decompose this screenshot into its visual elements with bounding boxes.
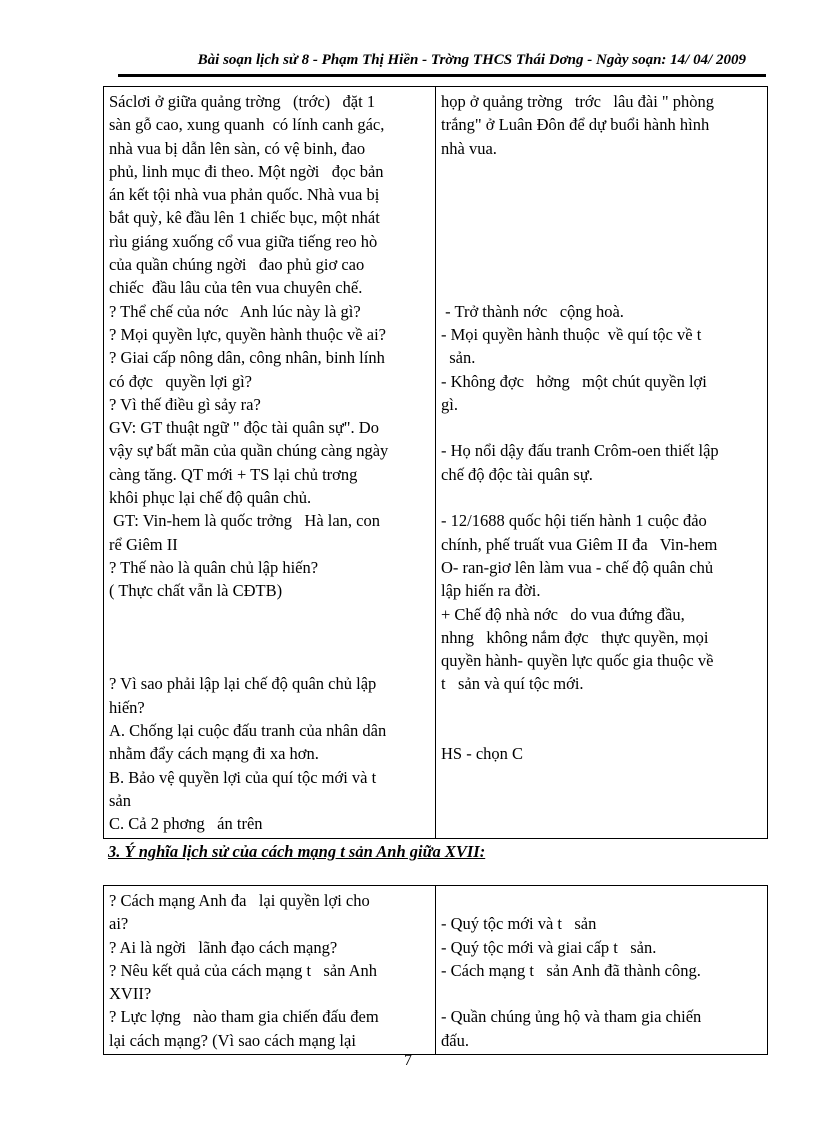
text-line: có đợc quyền lợi gì? — [109, 371, 252, 391]
lesson-table-1 — [103, 86, 768, 839]
text-line: nhằm đẩy cách mạng đi xa hơn. — [109, 744, 319, 764]
text-line: ai? — [109, 914, 129, 934]
text-line — [441, 183, 761, 206]
text-line: gì. — [441, 394, 458, 414]
text-line: ? Nêu kết quả của cách mạng t sản Anh — [109, 960, 378, 980]
text-line — [441, 719, 761, 742]
text-line: quyền hành- quyền lực quốc gia thuộc về — [441, 651, 714, 671]
text-line: Sáclơi ở giữa quảng trờng (trớc) đặt 1 — [109, 92, 376, 111]
text-line — [441, 230, 761, 253]
text-line: chế độ độc tài quân sự. — [441, 464, 593, 484]
text-line: sản. — [441, 348, 476, 368]
text-line: ? Cách mạng Anh đa lại quyền lợi cho — [109, 891, 370, 910]
text-line: đấu. — [441, 1030, 469, 1050]
text-line: nhng không nắm đợc thực quyền, mọi — [441, 627, 709, 647]
text-line — [441, 889, 761, 912]
text-line: nhà vua bị dẫn lên sàn, có vệ binh, đao — [109, 138, 366, 158]
text-line: ? Vì thế điều gì sảy ra? — [109, 394, 261, 414]
text-line: sản — [109, 790, 131, 810]
table-row — [104, 87, 768, 839]
text-line: chiếc đầu lâu của tên vua chuyên chế. — [109, 278, 363, 298]
text-line: ( Thực chất vẫn là CĐTB) — [109, 581, 283, 601]
text-line: - Không đợc hởng một chút quyền lợi — [441, 371, 707, 391]
text-line — [441, 789, 761, 812]
text-line: trắng" ở Luân Đôn để dự buổi hành hình — [441, 115, 710, 135]
table-row — [104, 886, 768, 1055]
text-line: GV: GT thuật ngữ " độc tài quân sự". Do — [109, 418, 379, 438]
text-line — [441, 812, 761, 835]
text-line: O- ran-giơ lên làm vua - chế độ quân chủ — [441, 557, 714, 577]
text-line — [109, 603, 429, 626]
text-line — [441, 253, 761, 276]
text-line: án kết tội nhà vua phản quốc. Nhà vua bị — [109, 185, 380, 205]
text-line: + Chế độ nhà nớc do vua đứng đầu, — [441, 604, 685, 624]
text-line: ? Lực lợng nào tham gia chiến đấu đem — [109, 1007, 379, 1027]
text-line: rể Giêm II — [109, 534, 178, 554]
text-line: B. Bảo vệ quyền lợi của quí tộc mới và t — [109, 767, 377, 787]
text-line: của quần chúng ngời đao phủ giơ cao — [109, 255, 365, 275]
text-line — [441, 160, 761, 183]
text-line: - Họ nổi dậy đấu tranh Crôm-oen thiết lập — [441, 441, 719, 461]
text-line: lại cách mạng? (Vì sao cách mạng lại — [109, 1030, 356, 1050]
text-line: họp ở quảng trờng trớc lâu đài " phòng — [441, 92, 715, 111]
text-line: HS - chọn C — [441, 744, 524, 764]
text-line: C. Cả 2 phơng án trên — [109, 814, 263, 834]
text-line: nhà vua. — [441, 138, 497, 158]
text-line: vậy sự bất mãn của quần chúng càng ngày — [109, 441, 389, 461]
text-line: - Cách mạng t sản Anh đã thành công. — [441, 960, 701, 980]
text-line: ? Thể chế của nớc Anh lúc này là gì? — [109, 301, 361, 321]
text-line: - 12/1688 quốc hội tiến hành 1 cuộc đảo — [441, 511, 707, 531]
teacher-activity-column — [104, 87, 436, 839]
text-line: - Quần chúng ủng hộ và tham gia chiến — [441, 1007, 702, 1027]
student-response-column — [436, 886, 768, 1055]
text-line: ? Giai cấp nông dân, công nhân, binh lính — [109, 348, 385, 368]
text-line — [441, 696, 761, 719]
text-line: - Quý tộc mới và t sản — [441, 914, 597, 934]
text-line — [441, 766, 761, 789]
text-line: lập hiến ra đời. — [441, 581, 541, 601]
header-text: Bài soạn lịch sử 8 - Phạm Thị Hiền - Trờng THCS Thái Dơng - Ngày soạn: 14/ 04/ 2009 — [197, 52, 746, 68]
teacher-activity-column — [104, 886, 436, 1055]
text-line: ? Mọi quyền lực, quyền hành thuộc về ai? — [109, 324, 386, 344]
text-line: A. Chống lại cuộc đấu tranh của nhân dân — [109, 721, 387, 741]
text-line — [441, 416, 761, 439]
text-line: rìu giáng xuống cổ vua giữa tiếng reo hò — [109, 231, 378, 251]
text-line: ? Ai là ngời lãnh đạo cách mạng? — [109, 937, 338, 957]
text-line — [109, 649, 429, 672]
section-heading: 3. Ý nghĩa lịch sử của cách mạng t sản Anh giữa XVII: — [108, 842, 486, 861]
text-line — [441, 206, 761, 229]
page-header — [118, 50, 766, 77]
text-line: ? Vì sao phải lập lại chế độ quân chủ lập — [109, 674, 377, 694]
page-number: 7 — [404, 1052, 412, 1069]
text-line: chính, phế truất vua Giêm II đa Vin-hem — [441, 534, 718, 554]
text-line: càng tăng. QT mới + TS lại chủ trơng — [109, 464, 358, 484]
lesson-table-2 — [103, 885, 768, 1055]
text-line: hiến? — [109, 697, 145, 717]
text-line: ? Thế nào là quân chủ lập hiến? — [109, 557, 319, 577]
text-line: t sản và quí tộc mới. — [441, 674, 584, 694]
text-line — [441, 982, 761, 1005]
text-line: GT: Vin-hem là quốc trởng Hà lan, con — [109, 511, 381, 531]
text-line: phủ, linh mục đi theo. Một ngời đọc bản — [109, 161, 384, 181]
text-line: XVII? — [109, 984, 152, 1004]
text-line: - Quý tộc mới và giai cấp t sản. — [441, 937, 657, 957]
text-line — [441, 486, 761, 509]
text-line — [109, 626, 429, 649]
text-line: - Mọi quyền hành thuộc về quí tộc về t — [441, 324, 702, 344]
text-line — [441, 276, 761, 299]
text-line: khôi phục lại chế độ quân chủ. — [109, 488, 312, 508]
text-line: bắt quỳ, kê đầu lên 1 chiếc bục, một nhát — [109, 208, 380, 228]
text-line: - Trở thành nớc cộng hoà. — [441, 301, 624, 321]
text-line: sàn gỗ cao, xung quanh có lính canh gác, — [109, 115, 385, 135]
student-response-column — [436, 87, 768, 839]
